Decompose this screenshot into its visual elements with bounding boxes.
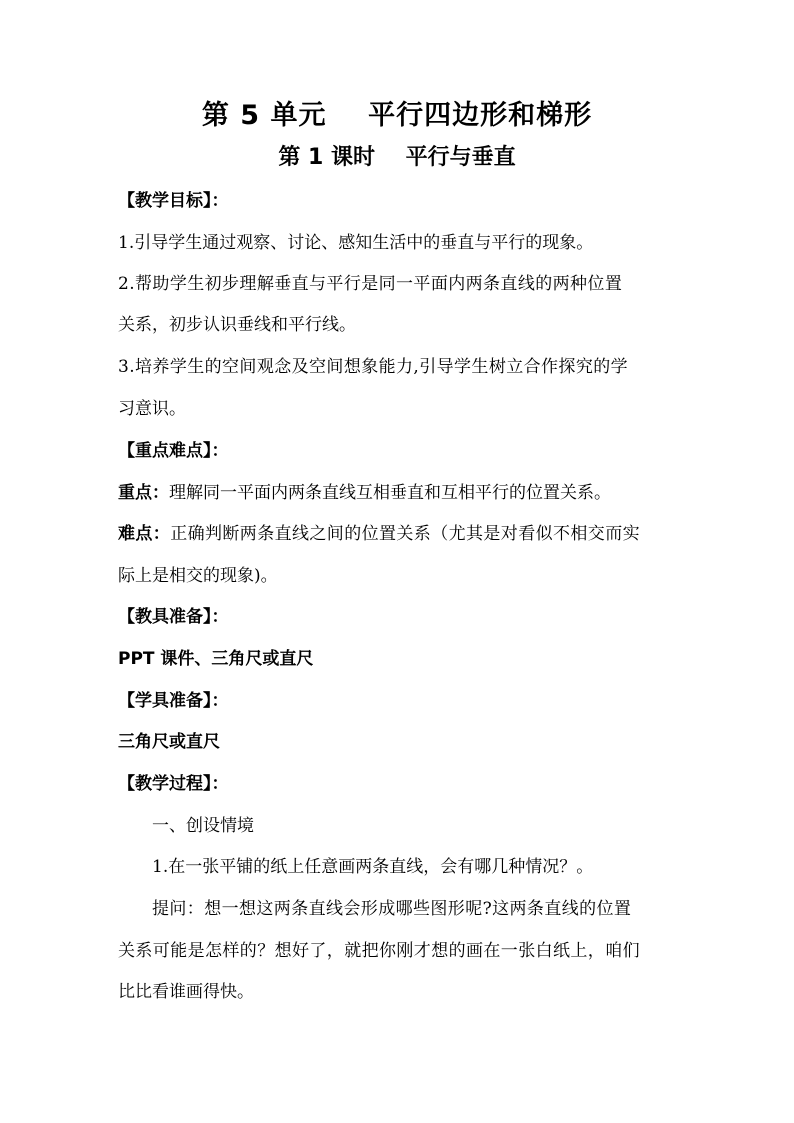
objective-2-line2: 关系，初步认识垂线和平行线。 <box>118 315 356 335</box>
key-point-row <box>118 481 678 505</box>
process-step-1: 一、创设情境 <box>152 816 254 836</box>
teacher-tools-heading: 【教具准备】： <box>118 607 229 627</box>
teacher-tools: PPT 课件、三角尺或直尺 <box>118 649 314 669</box>
objective-3-line2: 习意识。 <box>118 399 186 419</box>
objective-1: 1.引导学生通过观察、讨论、感知生活中的垂直与平行的现象。 <box>118 233 594 253</box>
key-point-label: 重点： <box>118 483 169 503</box>
difficulty-text-line1: 正确判断两条直线之间的位置关系（尤其是对看似不相交而实 <box>170 524 641 544</box>
question-line3: 比比看谁画得快。 <box>118 982 254 1002</box>
process-heading: 【教学过程】： <box>118 774 229 794</box>
key-point-text: 理解同一平面内两条直线互相垂直和互相平行的位置关系。 <box>169 483 611 503</box>
difficulty-text-line2: 际上是相交的现象)。 <box>118 566 278 586</box>
question-line1: 提问：想一想这两条直线会形成哪些图形呢?这两条直线的位置 <box>152 899 632 919</box>
lesson-subtitle: 第 1 课时 平行与垂直 <box>278 145 516 170</box>
document-title: 第 5 单元 平行四边形和梯形 <box>201 100 593 131</box>
objective-2-line1: 2.帮助学生初步理解垂直与平行是同一平面内两条直线的两种位置 <box>118 274 623 294</box>
student-tools-heading: 【学具准备】： <box>118 691 229 711</box>
difficulty-row <box>118 522 678 546</box>
key-points-heading: 【重点难点】： <box>118 441 229 461</box>
process-item-1: 1.在一张平铺的纸上任意画两条直线，会有哪几种情况？。 <box>152 857 594 877</box>
student-tools: 三角尺或直尺 <box>118 732 220 752</box>
difficulty-label: 难点： <box>118 524 171 544</box>
objective-3-line1: 3.培养学生的空间观念及空间想象能力,引导学生树立合作探究的学 <box>118 357 629 377</box>
objectives-heading: 【教学目标】： <box>118 191 229 211</box>
question-line2: 关系可能是怎样的？想好了，就把你刚才想的画在一张白纸上，咱们 <box>118 941 640 961</box>
